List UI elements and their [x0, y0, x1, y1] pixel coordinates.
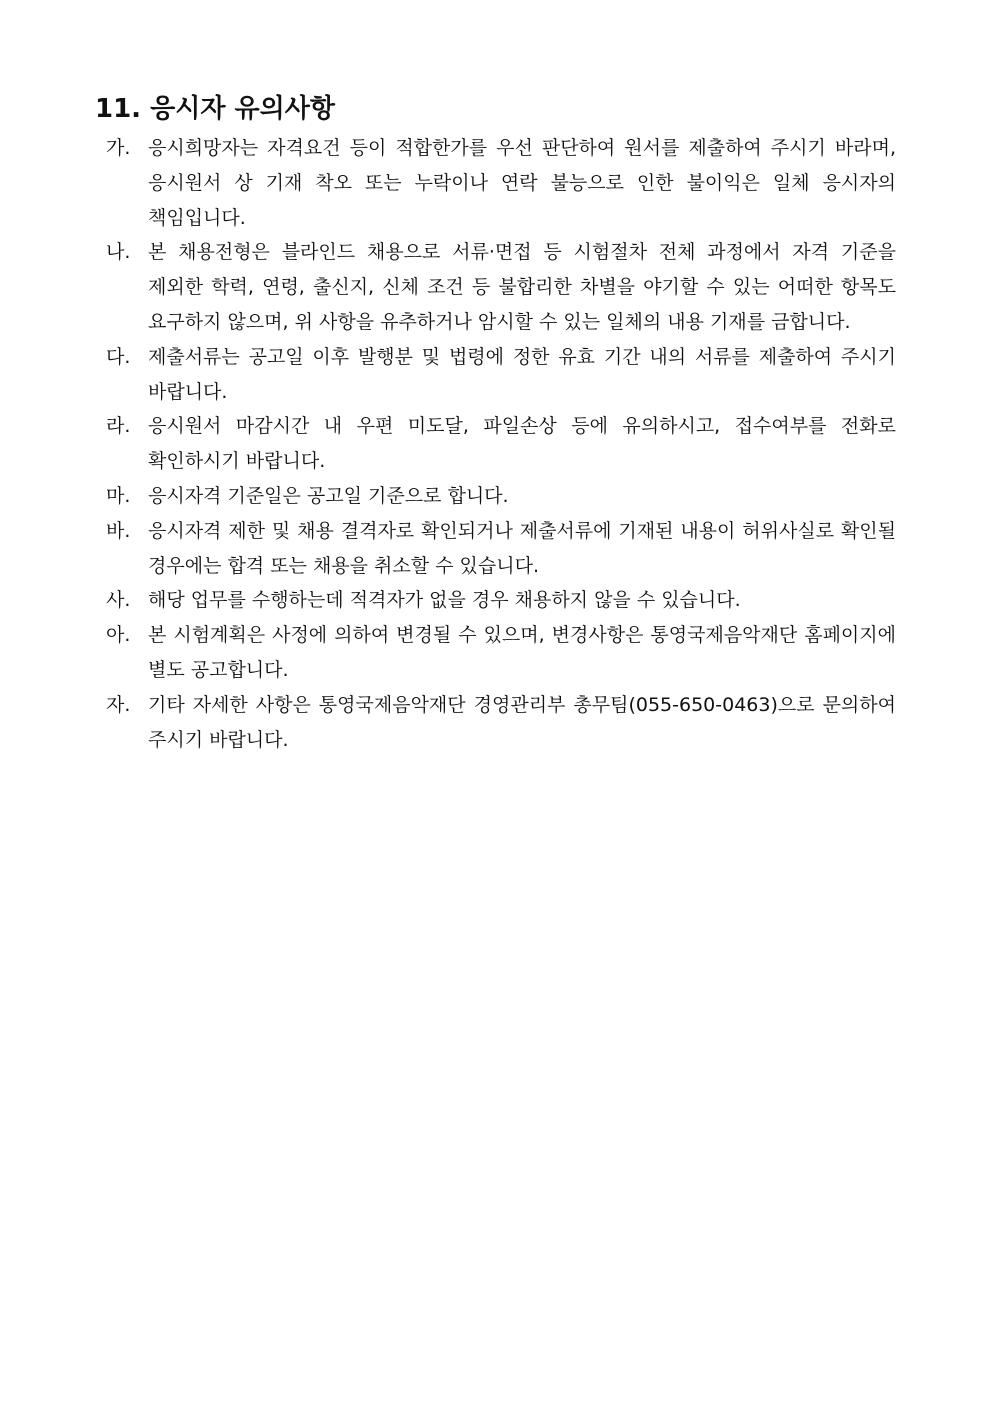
- notice-marker: 바.: [106, 519, 131, 542]
- notice-text: 응시희망자는 자격요건 등이 적합한가를 우선 판단하여 원서를 제출하여 주시기 바라며, 응시원서 상 기재 착오 또는 누락이나 연락 불능으로 인한 불이익은 일체 응시자의 책임입니다.: [148, 137, 896, 229]
- notice-marker: 사.: [106, 589, 131, 612]
- notice-marker: 마.: [106, 484, 131, 507]
- notice-text: 응시원서 마감시간 내 우편 미도달, 파일손상 등에 유의하시고, 접수여부를 전화로 확인하시기 바랍니다.: [148, 415, 896, 473]
- notice-text: 본 채용전형은 블라인드 채용으로 서류·면접 등 시험절차 전체 과정에서 자격 기준을 제외한 학력, 연령, 출신지, 신체 조건 등 불합리한 차별을 야기할 수 있는 어떠한 항목도 요구하지 않으며, 위 사항을 유추하거나 암시할 수 있는 일체의 내용 기재를 금합니다.: [148, 241, 896, 333]
- notice-item: [106, 340, 896, 410]
- notice-text: 본 시험계획은 사정에 의하여 변경될 수 있으며, 변경사항은 통영국제음악재단 홈페이지에 별도 공고합니다.: [148, 624, 896, 681]
- notice-marker: 아.: [106, 624, 131, 647]
- notice-item: [106, 583, 896, 618]
- notice-item: [106, 131, 896, 235]
- notice-text: 응시자격 기준일은 공고일 기준으로 합니다.: [148, 484, 509, 507]
- notice-text: 응시자격 제한 및 채용 결격자로 확인되거나 제출서류에 기재된 내용이 허위사실로 확인될 경우에는 합격 또는 채용을 취소할 수 있습니다.: [148, 519, 896, 577]
- notice-marker: 다.: [106, 345, 131, 368]
- notice-item: [106, 618, 896, 688]
- notice-item: [106, 235, 896, 339]
- notice-text: 해당 업무를 수행하는데 적격자가 없을 경우 채용하지 않을 수 있습니다.: [148, 589, 741, 612]
- notice-marker: 나.: [106, 241, 131, 264]
- notice-item: [106, 514, 896, 584]
- notice-text: 제출서류는 공고일 이후 발행분 및 법령에 정한 유효 기간 내의 서류를 제출하여 주시기 바랍니다.: [148, 345, 896, 403]
- notice-list: [106, 131, 896, 757]
- notice-item: [106, 688, 896, 758]
- notice-item: [106, 409, 896, 479]
- notice-text: 기타 자세한 사항은 통영국제음악재단 경영관리부 총무팀(055-650-0463)으로 문의하여 주시기 바랍니다.: [148, 693, 896, 751]
- notice-marker: 라.: [106, 415, 131, 438]
- notice-marker: 자.: [106, 693, 131, 716]
- section-title: 11. 응시자 유의사항: [95, 94, 335, 124]
- notice-marker: 가.: [106, 137, 131, 159]
- notice-item: [106, 479, 896, 514]
